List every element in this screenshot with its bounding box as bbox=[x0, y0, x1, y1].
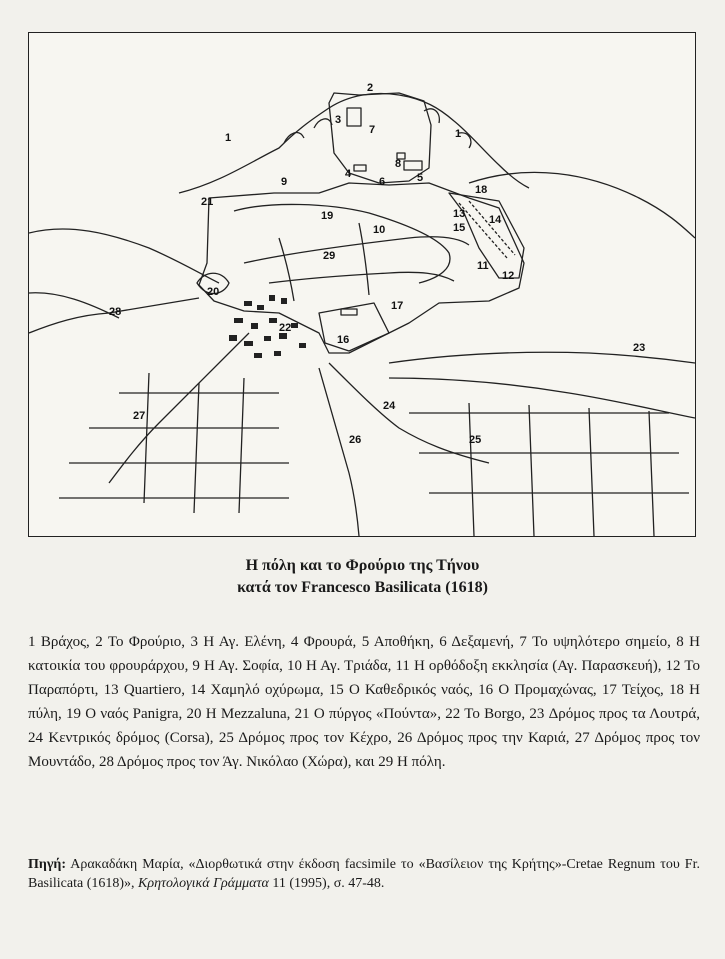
borgo-houses bbox=[229, 295, 306, 358]
map-label-8: 8 bbox=[395, 158, 402, 170]
hill-left bbox=[29, 229, 219, 283]
road-kaka bbox=[319, 368, 362, 536]
map-labels bbox=[109, 82, 645, 446]
road-mountados bbox=[109, 333, 249, 483]
map-label-23: 23 bbox=[633, 342, 646, 354]
map-label-5: 5 bbox=[417, 172, 424, 184]
cathedral-building bbox=[341, 309, 357, 315]
road-loutra bbox=[389, 352, 695, 363]
map-label-3: 3 bbox=[335, 114, 342, 126]
map-label-1a: 1 bbox=[225, 132, 232, 144]
map-drawing bbox=[29, 33, 695, 536]
field-walls-left-v bbox=[144, 373, 244, 513]
quartiero-hatching bbox=[459, 201, 515, 258]
map-label-1b: 1 bbox=[455, 128, 462, 140]
map-label-26: 26 bbox=[349, 434, 362, 446]
map-label-29: 29 bbox=[323, 250, 336, 262]
bastion bbox=[319, 303, 389, 351]
map-label-2: 2 bbox=[367, 82, 374, 94]
field-walls-right bbox=[409, 413, 689, 493]
map-legend: 1 Βράχος, 2 Το Φρούριο, 3 Η Αγ. Ελένη, 4 Φρουρά, 5 Αποθήκη, 6 Δεξαμενή, 7 Το υψηλότερο σημείο, 8 Η κατοικία του φρουράρχου, 9 Η Αγ. Σοφία, 10 Η Αγ. Τριάδα, 11 Η ορθόδοξη εκκλησία (Αγ. Παρασκευή), 12 Το Παραπόρτι, 13 Quartiero, 14 Χαμηλό οχύρωμα, 15 Ο Καθεδρικός ναός, 16 Ο Προμαχώνας, 17 Τείχος, 18 Η πύλη, 19 Ο ναός Panigra, 20 Η Mezzaluna, 21 Ο πύργος «Πούντα», 22 Το Borgo, 23 Δρόμος προς τα Λουτρά, 24 Κεντρικός δρόμος (Corsa), 25 Δρόμος προς τον Κέχρο, 26 Δρόμος προς την Καριά, 27 Δρόμος προς τον Μουντάδο, 28 Δρόμος προς τον Άγ. Νικόλαο (Χώρα), και 29 Η πόλη. bbox=[28, 634, 700, 770]
map-label-10: 10 bbox=[373, 224, 386, 236]
storehouse-building bbox=[404, 161, 422, 170]
map-label-13: 13 bbox=[453, 208, 466, 220]
rock-texture bbox=[284, 109, 471, 148]
source-label: Πηγή: bbox=[28, 857, 67, 872]
map-label-7: 7 bbox=[369, 124, 376, 136]
map-label-14: 14 bbox=[489, 214, 502, 226]
map-label-12: 12 bbox=[502, 270, 515, 282]
garrison-building bbox=[354, 165, 366, 171]
map-label-20: 20 bbox=[207, 286, 220, 298]
map-label-25: 25 bbox=[469, 434, 482, 446]
map-label-6: 6 bbox=[379, 176, 386, 188]
map-label-11: 11 bbox=[477, 260, 489, 272]
map-label-4: 4 bbox=[345, 168, 352, 180]
source-tail: 11 (1995), σ. 47-48. bbox=[272, 876, 385, 891]
map-label-22: 22 bbox=[279, 322, 292, 334]
caption-line-1: Η πόλη και το Φρούριο της Τήνου bbox=[245, 557, 480, 574]
map-label-16: 16 bbox=[337, 334, 350, 346]
town-paths-vertical bbox=[279, 223, 369, 301]
source-text: Αρακαδάκη Μαρία, «Διορθωτικά στην έκδοση facsimile το «Βασίλειον της Κρήτης»-Cretae Regnum του Fr. Basilicata (1618)», bbox=[28, 857, 700, 891]
hill-left-low bbox=[29, 293, 122, 318]
map-label-9: 9 bbox=[281, 176, 288, 188]
source-citation bbox=[28, 855, 700, 893]
source-journal: Κρητολογικά Γράμματα bbox=[138, 876, 269, 891]
hill-right bbox=[469, 172, 695, 238]
map-label-18: 18 bbox=[475, 184, 488, 196]
town-path-north bbox=[234, 204, 450, 283]
map-label-24: 24 bbox=[383, 400, 396, 412]
field-walls-right-v bbox=[469, 403, 654, 536]
map-label-15: 15 bbox=[453, 222, 466, 234]
map-label-17: 17 bbox=[391, 300, 404, 312]
map-label-28: 28 bbox=[109, 306, 122, 318]
map-label-19: 19 bbox=[321, 210, 334, 222]
map-label-27: 27 bbox=[133, 410, 146, 422]
fortress-map bbox=[28, 32, 696, 537]
caption-line-2: κατά τον Francesco Basilicata (1618) bbox=[237, 579, 488, 596]
church-agia-eleni bbox=[347, 108, 361, 126]
map-label-21: 21 bbox=[201, 196, 214, 208]
